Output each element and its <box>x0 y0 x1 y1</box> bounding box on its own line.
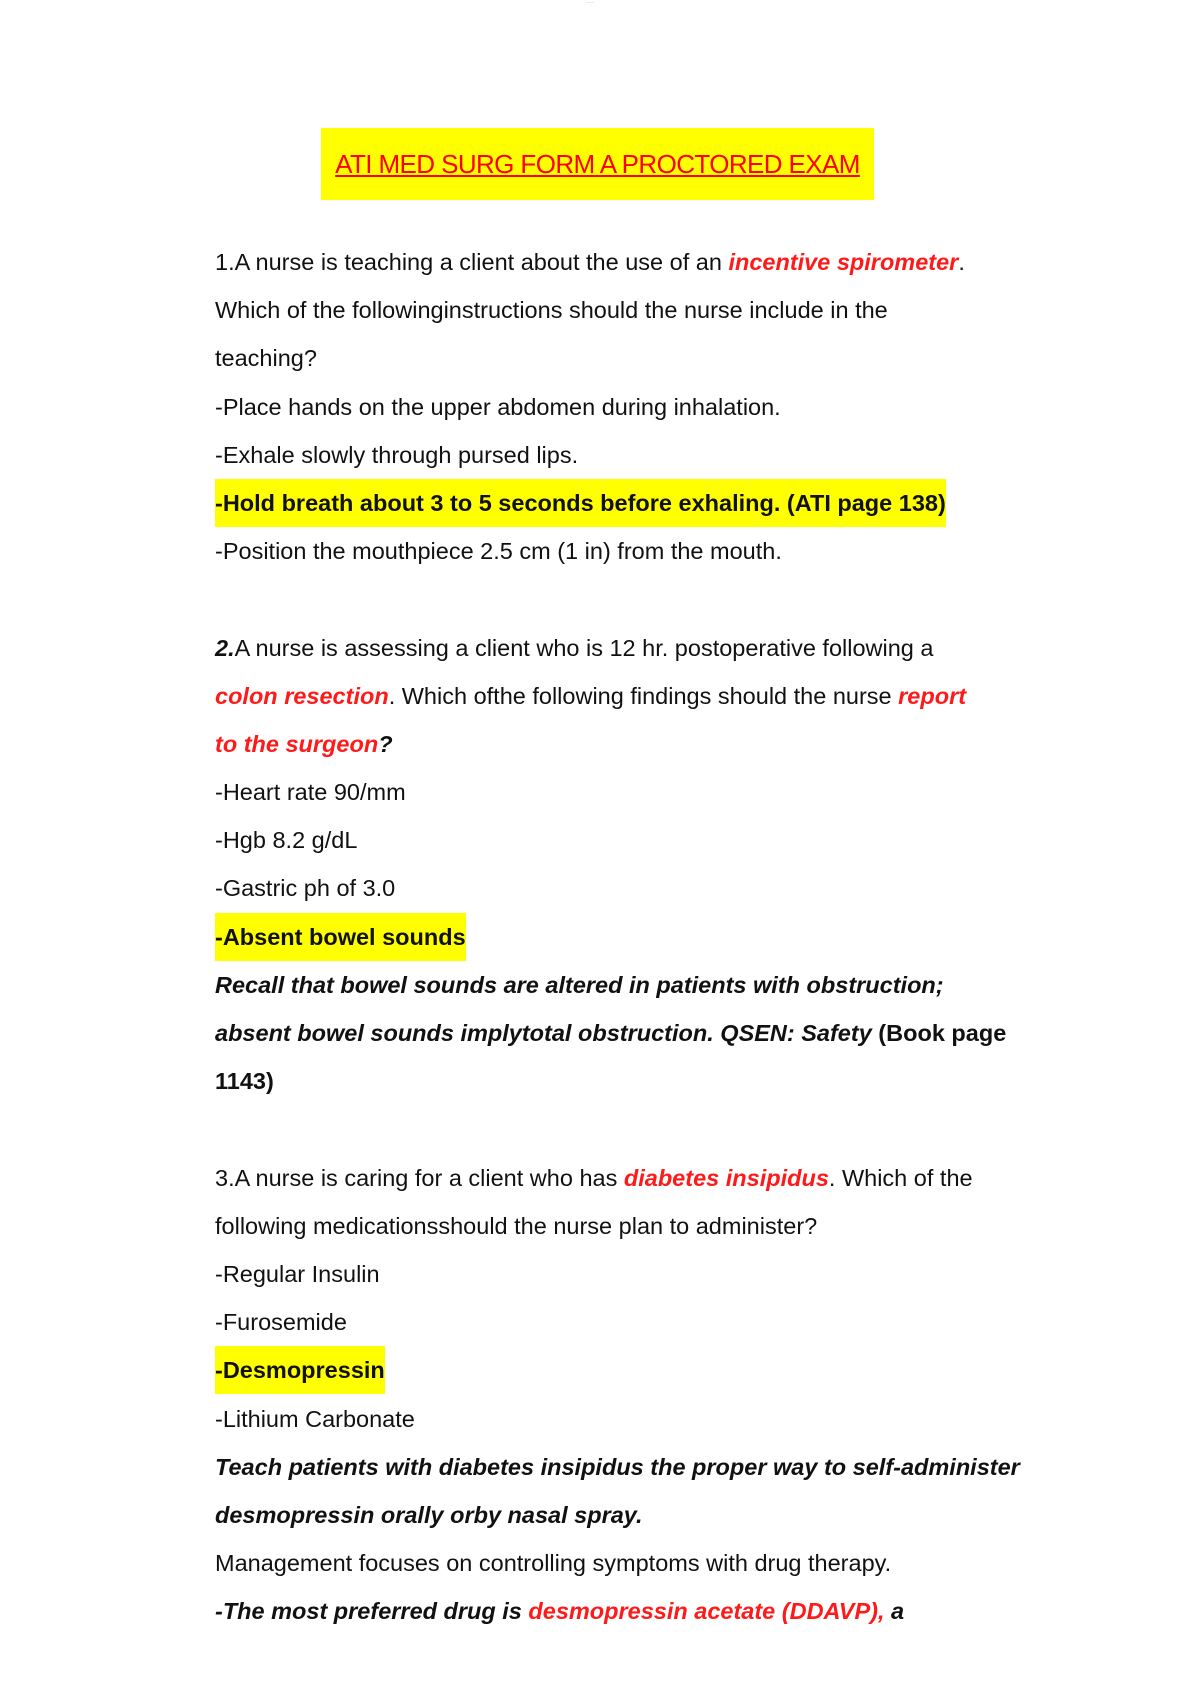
q3-rationale-line1: Teach patients with diabetes insipidus the proper way to self-administer <box>215 1453 1020 1480</box>
q3-option-d: -Lithium Carbonate <box>215 1405 415 1432</box>
q1-option-a: -Place hands on the upper abdomen during inhalation. <box>215 393 781 420</box>
q1-answer-highlight: -Hold breath about 3 to 5 seconds before exhaling. (ATI page 138) <box>215 479 946 527</box>
spacer <box>215 575 1035 623</box>
q3-pref-text: -The most preferred drug is <box>215 1598 529 1625</box>
q2-key-term-3: to the surgeon <box>215 730 379 757</box>
q3-stem-line1 <box>215 1154 1035 1202</box>
q3-key-term: diabetes insipidus <box>623 1164 829 1191</box>
q3-answer-highlight: -Desmopressin <box>215 1346 385 1394</box>
q1-option-d: -Position the mouthpiece 2.5 cm (1 in) from the mouth. <box>215 538 782 565</box>
q2-book-ref: (Book page <box>871 1020 1007 1046</box>
q3-management-note: Management focuses on controlling symptoms with drug therapy. <box>215 1550 892 1577</box>
q2-stem-line3 <box>215 720 1035 768</box>
q2-number: 2. <box>215 634 235 661</box>
q2-key-term-2: report <box>898 682 967 709</box>
exam-content <box>215 238 1035 1635</box>
q1-stem-line2: Which of the followinginstructions should the nurse include in the <box>215 297 888 324</box>
q3-option-a: -Regular Insulin <box>215 1260 380 1287</box>
q2-option-b: -Hgb 8.2 g/dL <box>215 827 358 854</box>
q3-number: 3. <box>215 1164 235 1191</box>
q2-stem-line2 <box>215 672 1035 720</box>
q1-option-b: -Exhale slowly through pursed lips. <box>215 441 579 468</box>
page-title: ATI MED SURG FORM A PROCTORED EXAM <box>335 148 860 179</box>
q1-stem-line3: teaching? <box>215 345 317 372</box>
q2-key-term: colon resection <box>215 682 389 709</box>
title-highlight <box>321 128 874 200</box>
q2-rationale-text: absent bowel sounds implytotal obstruction. QSEN: Safety <box>215 1020 872 1046</box>
q1-key-term: incentive spirometer <box>728 249 959 275</box>
q2-stem-line1 <box>215 624 1035 672</box>
q2-rationale-line1: Recall that bowel sounds are altered in patients with obstruction; <box>215 971 944 998</box>
q2-option-d-answer <box>215 913 1035 961</box>
q2-answer-highlight: -Absent bowel sounds <box>215 913 466 961</box>
q3-rationale-line2: desmopressin orally orby nasal spray. <box>215 1501 643 1528</box>
q1-stem-text: A nurse is teaching a client about the use of an <box>234 249 729 275</box>
q3-pref-end: a <box>884 1598 905 1625</box>
spacer <box>215 1105 1035 1153</box>
q3-preferred-drug <box>215 1587 1035 1635</box>
q2-option-a: -Heart rate 90/mm <box>215 779 406 806</box>
q2-option-c: -Gastric ph of 3.0 <box>215 875 396 902</box>
q2-rationale-line2 <box>215 1009 1035 1057</box>
q3-pref-drug: desmopressin acetate (DDAVP), <box>528 1598 885 1625</box>
q3-stem-text: A nurse is caring for a client who has <box>234 1164 624 1191</box>
q1-stem-end: . <box>958 249 965 275</box>
q3-stem-line2: following medicationsshould the nurse plan to administer? <box>215 1212 818 1239</box>
q2-book-ref-page: 1143) <box>215 1068 274 1095</box>
q3-option-c-answer <box>215 1346 1035 1394</box>
q1-number: 1. <box>215 249 235 275</box>
q2-question-mark: ? <box>378 730 393 757</box>
q2-stem-text: A nurse is assessing a client who is 12 hr. postoperative following a <box>234 634 934 661</box>
header-mark: ---- <box>586 0 594 6</box>
q2-stem-mid: . Which ofthe following findings should the nurse <box>388 682 899 709</box>
q3-option-b: -Furosemide <box>215 1309 347 1336</box>
q3-stem-end: . Which of the <box>828 1164 973 1191</box>
q1-stem-line1 <box>215 238 1035 286</box>
q1-option-c-answer <box>215 479 1035 527</box>
